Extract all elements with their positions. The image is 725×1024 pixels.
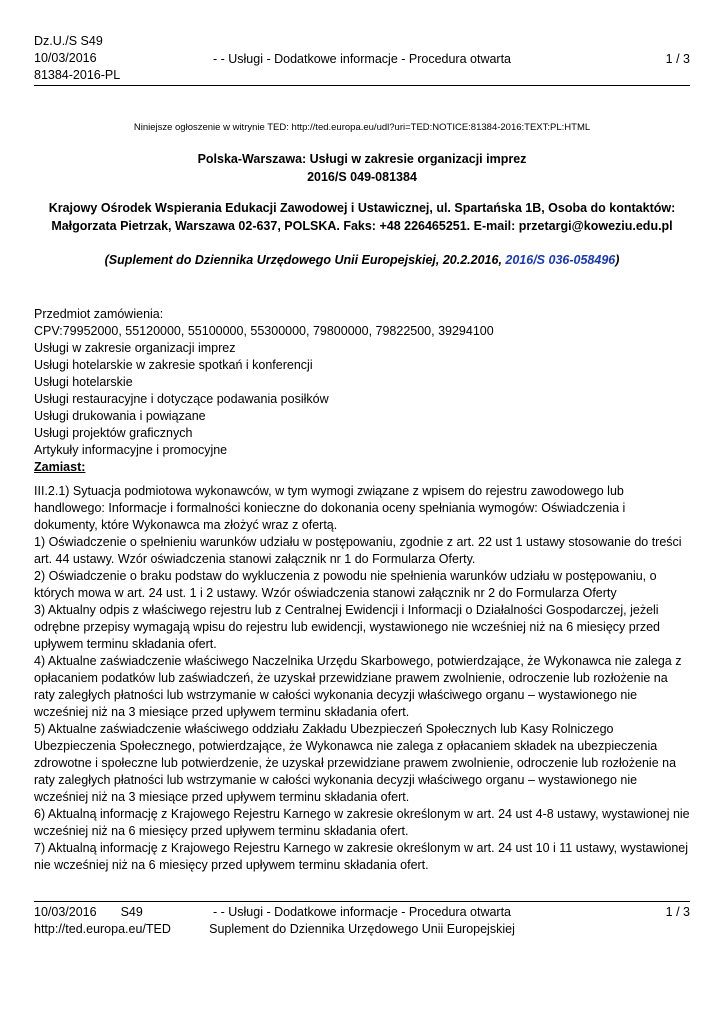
instead-label: Zamiast: bbox=[34, 460, 86, 474]
document-title bbox=[34, 150, 690, 186]
service-item: Usługi drukowania i powiązane bbox=[34, 409, 206, 423]
service-item: Artykuły informacyjne i promocyjne bbox=[34, 443, 228, 457]
cpv-codes: CPV:79952000, 55120000, 55100000, 55300000, 79800000, 79822500, 39294100 bbox=[34, 324, 494, 338]
footer-divider bbox=[34, 901, 690, 902]
footer-date: 10/03/2016 bbox=[34, 905, 97, 919]
footer-title: - - Usługi - Dodatkowe informacje - Procedura otwarta bbox=[212, 905, 512, 919]
requirement-item: 1) Oświadczenie o spełnieniu warunków udziału w postępowaniu, zgodnie z art. 22 ust 1 ustawy stosowanie do treści art. 44 ustawy. Wzór oświadczenia stanowi załącznik nr 1 do Formularza Oferty. bbox=[34, 535, 682, 566]
requirement-item: 7) Aktualną informację z Krajowego Rejestru Karnego w zakresie określonym w art. 24 ust 10 i 11 ustawy, wystawionej nie wcześniej niż na 6 miesięcy przed upływem terminu składania ofert. bbox=[34, 841, 689, 872]
service-item: Usługi projektów graficznych bbox=[34, 426, 193, 440]
footer-page-number: 1 / 3 bbox=[665, 905, 690, 919]
header-page-number: 1 / 3 bbox=[665, 52, 690, 66]
requirement-item: 5) Aktualne zaświadczenie właściwego oddziału Zakładu Ubezpieczeń Społecznych lub Kasy Rolniczego Ubezpieczenia Społecznego, potwierdzające, że Wykonawca nie zalega z opłacaniem składek na ubezpieczenia zdrowotne i społeczne lub potwierdzenie, że uzyskał przewidziane prawem zwolnienie, odroczenie lub rozłożenie na raty zaległych płatności lub wstrzymanie w całości wykonania decyzji właściwego organu – wystawionego nie wcześniej niż na 3 miesiące przed upływem terminu składania ofert. bbox=[34, 722, 677, 804]
authority-line: Krajowy Ośrodek Wspierania Edukacji Zawodowej i Ustawicznej, ul. Spartańska 1B, Osoba do kontaktów: bbox=[48, 201, 676, 215]
header-divider bbox=[34, 85, 690, 86]
footer-title-block bbox=[34, 904, 690, 938]
header-date: 10/03/2016 bbox=[34, 51, 97, 65]
requirement-item: 6) Aktualną informację z Krajowego Rejestru Karnego w zakresie określonym w art. 24 ust 4-8 ustawy, wystawionej nie wcześniej niż na 6 miesięcy przed upływem terminu składania ofert. bbox=[34, 807, 690, 838]
requirement-item: 2) Oświadczenie o braku podstaw do wykluczenia z powodu nie spełnienia warunków udziału w postępowaniu, o których mowa w art. 24 ust. 1 i 2 ustawy. Wzór oświadczenia stanowi załącznik nr 2 do Formularza Oferty bbox=[34, 569, 657, 600]
service-item: Usługi w zakresie organizacji imprez bbox=[34, 341, 236, 355]
supplement-prefix: (Suplement do Dziennika Urzędowego Unii Europejskiej, 20.2.2016, bbox=[104, 253, 506, 267]
section-intro: III.2.1) Sytuacja podmiotowa wykonawców, w tym wymogi związane z wpisem do rejestru zawodowego lub handlowego: Informacje i formalności konieczne do dokonania oceny spełniania wymogów: Oświadczenia i dokumenty, które Wykonawca ma złożyć wraz z ofertą. bbox=[34, 484, 626, 532]
title-line: Polska-Warszawa: Usługi w zakresie organizacji imprez bbox=[197, 152, 527, 166]
supplement-ref-link[interactable]: 2016/S 036-058496 bbox=[505, 253, 616, 267]
header-title: - - Usługi - Dodatkowe informacje - Procedura otwarta bbox=[212, 52, 512, 66]
supplement-reference bbox=[34, 253, 690, 267]
notice-body bbox=[34, 306, 690, 874]
ted-notice-link[interactable]: Niniejsze ogłoszenie w witrynie TED: http://ted.europa.eu/udl?uri=TED:NOTICE:81384-2016:TEXT:PL:HTML bbox=[133, 122, 591, 133]
requirement-item: 4) Aktualne zaświadczenie właściwego Naczelnika Urzędu Skarbowego, potwierdzające, że Wykonawca nie zalega z opłacaniem podatków lub zaświadczeń, że uzyskał przewidziane prawem zwolnienie, odroczenie lub rozłożenie na raty zaległych płatności lub wstrzymanie w całości wykonania decyzji właściwego organu – wystawionego nie wcześniej niż na 3 miesiące przed upływem terminu składania ofert. bbox=[34, 654, 682, 719]
spacer bbox=[34, 476, 690, 483]
supplement-suffix: ) bbox=[615, 253, 620, 267]
authority-contact: Małgorzata Pietrzak, Warszawa 02-637, POLSKA. Faks: +48 226465251. E-mail: przetargi@koweziu.edu.pl bbox=[51, 219, 673, 233]
service-item: Usługi restauracyjne i dotyczące podawania posiłków bbox=[34, 392, 329, 406]
footer-issue: S49 bbox=[120, 905, 143, 919]
contracting-authority bbox=[34, 199, 690, 235]
page-header bbox=[34, 33, 690, 85]
footer-subtitle: Suplement do Dziennika Urzędowego Unii Europejskiej bbox=[209, 922, 515, 936]
notice-number: 81384-2016-PL bbox=[34, 68, 121, 82]
requirement-item: 3) Aktualny odpis z właściwego rejestru lub z Centralnej Ewidencji i Informacji o Działalności Gospodarczej, jeżeli odrębne przepisy wymagają wpisu do rejestru lub ewidencji, wystawionego nie wcześniej niż na 6 miesięcy przed upływem terminu składania ofert. bbox=[34, 603, 661, 651]
notice-id: 2016/S 049-081384 bbox=[307, 170, 417, 184]
journal-ref: Dz.U./S S49 bbox=[34, 34, 103, 48]
subject-label: Przedmiot zamówienia: bbox=[34, 307, 164, 321]
page-footer bbox=[34, 904, 690, 944]
service-item: Usługi hotelarskie bbox=[34, 375, 133, 389]
footer-url[interactable]: http://ted.europa.eu/TED bbox=[34, 922, 171, 936]
service-item: Usługi hotelarskie w zakresie spotkań i konferencji bbox=[34, 358, 313, 372]
